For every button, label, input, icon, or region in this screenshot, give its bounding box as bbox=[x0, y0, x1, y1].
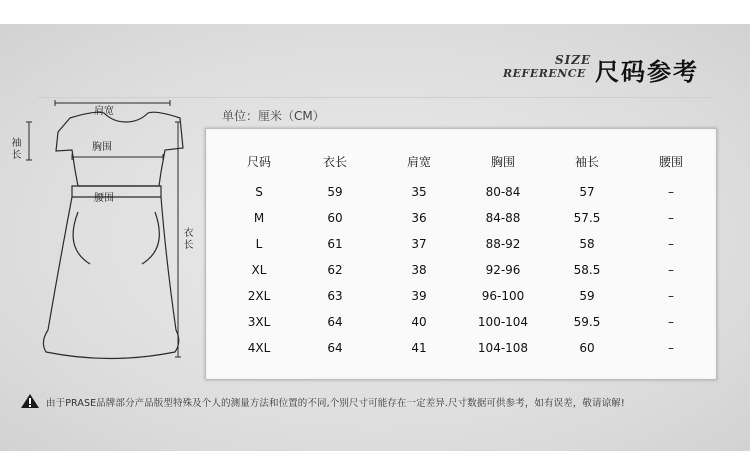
length-label: 衣长 bbox=[183, 228, 194, 251]
col-header-sleeve: 袖长 bbox=[574, 154, 599, 169]
table-row bbox=[225, 309, 713, 335]
col-header-size: 尺码 bbox=[246, 154, 271, 169]
cell-waist: – bbox=[668, 263, 674, 277]
sleeve-label: 袖长 bbox=[11, 138, 22, 161]
cell-size: 3XL bbox=[247, 315, 271, 329]
size-table-panel bbox=[205, 128, 717, 380]
cell-chest: 100-104 bbox=[477, 315, 529, 329]
cell-shoulder: 40 bbox=[411, 315, 427, 329]
cn-title: 尺码参考 bbox=[595, 58, 699, 86]
cell-waist: – bbox=[668, 185, 674, 199]
cell-length: 63 bbox=[327, 289, 343, 303]
size-table bbox=[225, 147, 713, 361]
cell-waist: – bbox=[668, 315, 674, 329]
disclaimer-text: 由于PRASE品牌部分产品版型特殊及个人的测量方法和位置的不同,个别尺寸可能存在一定差异.尺寸数据可供参考，如有误差，敬请谅解! bbox=[46, 398, 625, 409]
waist-label: 腰围 bbox=[94, 193, 114, 204]
cell-chest: 84-88 bbox=[485, 211, 521, 225]
cell-length: 59 bbox=[327, 185, 343, 199]
cell-sleeve: 57 bbox=[579, 185, 595, 199]
cell-length: 60 bbox=[327, 211, 343, 225]
cell-shoulder: 38 bbox=[411, 263, 427, 277]
table-header-row bbox=[225, 147, 713, 179]
cell-shoulder: 35 bbox=[411, 185, 427, 199]
col-header-length: 衣长 bbox=[322, 154, 347, 169]
cell-shoulder: 39 bbox=[411, 289, 427, 303]
col-header-waist: 腰围 bbox=[658, 154, 683, 169]
shoulder-label: 肩宽 bbox=[94, 106, 114, 117]
cell-waist: – bbox=[668, 289, 674, 303]
table-row bbox=[225, 179, 713, 205]
col-header-shoulder: 肩宽 bbox=[406, 154, 431, 169]
reference-word: REFERENCE bbox=[503, 67, 586, 80]
cell-length: 64 bbox=[327, 315, 343, 329]
cell-waist: – bbox=[668, 211, 674, 225]
disclaimer-notice bbox=[20, 393, 740, 409]
unit-label: 单位：厘米（CM） bbox=[222, 109, 325, 123]
cell-sleeve: 58 bbox=[579, 237, 595, 251]
cell-size: L bbox=[255, 237, 263, 251]
cell-shoulder: 36 bbox=[411, 211, 427, 225]
table-row bbox=[225, 257, 713, 283]
cell-size: 2XL bbox=[247, 289, 271, 303]
table-row bbox=[225, 335, 713, 361]
cell-size: XL bbox=[251, 263, 267, 277]
cell-chest: 92-96 bbox=[485, 263, 521, 277]
cell-waist: – bbox=[668, 341, 674, 355]
cell-sleeve: 58.5 bbox=[573, 263, 601, 277]
warning-icon bbox=[20, 393, 40, 409]
cell-chest: 80-84 bbox=[485, 185, 521, 199]
table-row bbox=[225, 205, 713, 231]
cell-size: 4XL bbox=[247, 341, 271, 355]
chest-label: 胸围 bbox=[92, 142, 112, 153]
cell-chest: 88-92 bbox=[485, 237, 521, 251]
cell-chest: 96-100 bbox=[481, 289, 525, 303]
cell-waist: – bbox=[668, 237, 674, 251]
cell-sleeve: 59.5 bbox=[573, 315, 601, 329]
dress-sketch bbox=[0, 0, 205, 380]
cell-length: 62 bbox=[327, 263, 343, 277]
cell-chest: 104-108 bbox=[477, 341, 529, 355]
cell-sleeve: 59 bbox=[579, 289, 595, 303]
size-reference-title bbox=[503, 50, 733, 90]
cell-size: S bbox=[255, 185, 263, 199]
cell-length: 61 bbox=[327, 237, 343, 251]
col-header-chest: 胸围 bbox=[490, 154, 515, 169]
cell-size: M bbox=[253, 211, 265, 225]
cell-length: 64 bbox=[327, 341, 343, 355]
cell-sleeve: 60 bbox=[579, 341, 595, 355]
table-row bbox=[225, 231, 713, 257]
size-word: SIZE bbox=[555, 53, 592, 67]
cell-sleeve: 57.5 bbox=[573, 211, 601, 225]
cell-shoulder: 41 bbox=[411, 341, 427, 355]
cell-shoulder: 37 bbox=[411, 237, 427, 251]
table-row bbox=[225, 283, 713, 309]
